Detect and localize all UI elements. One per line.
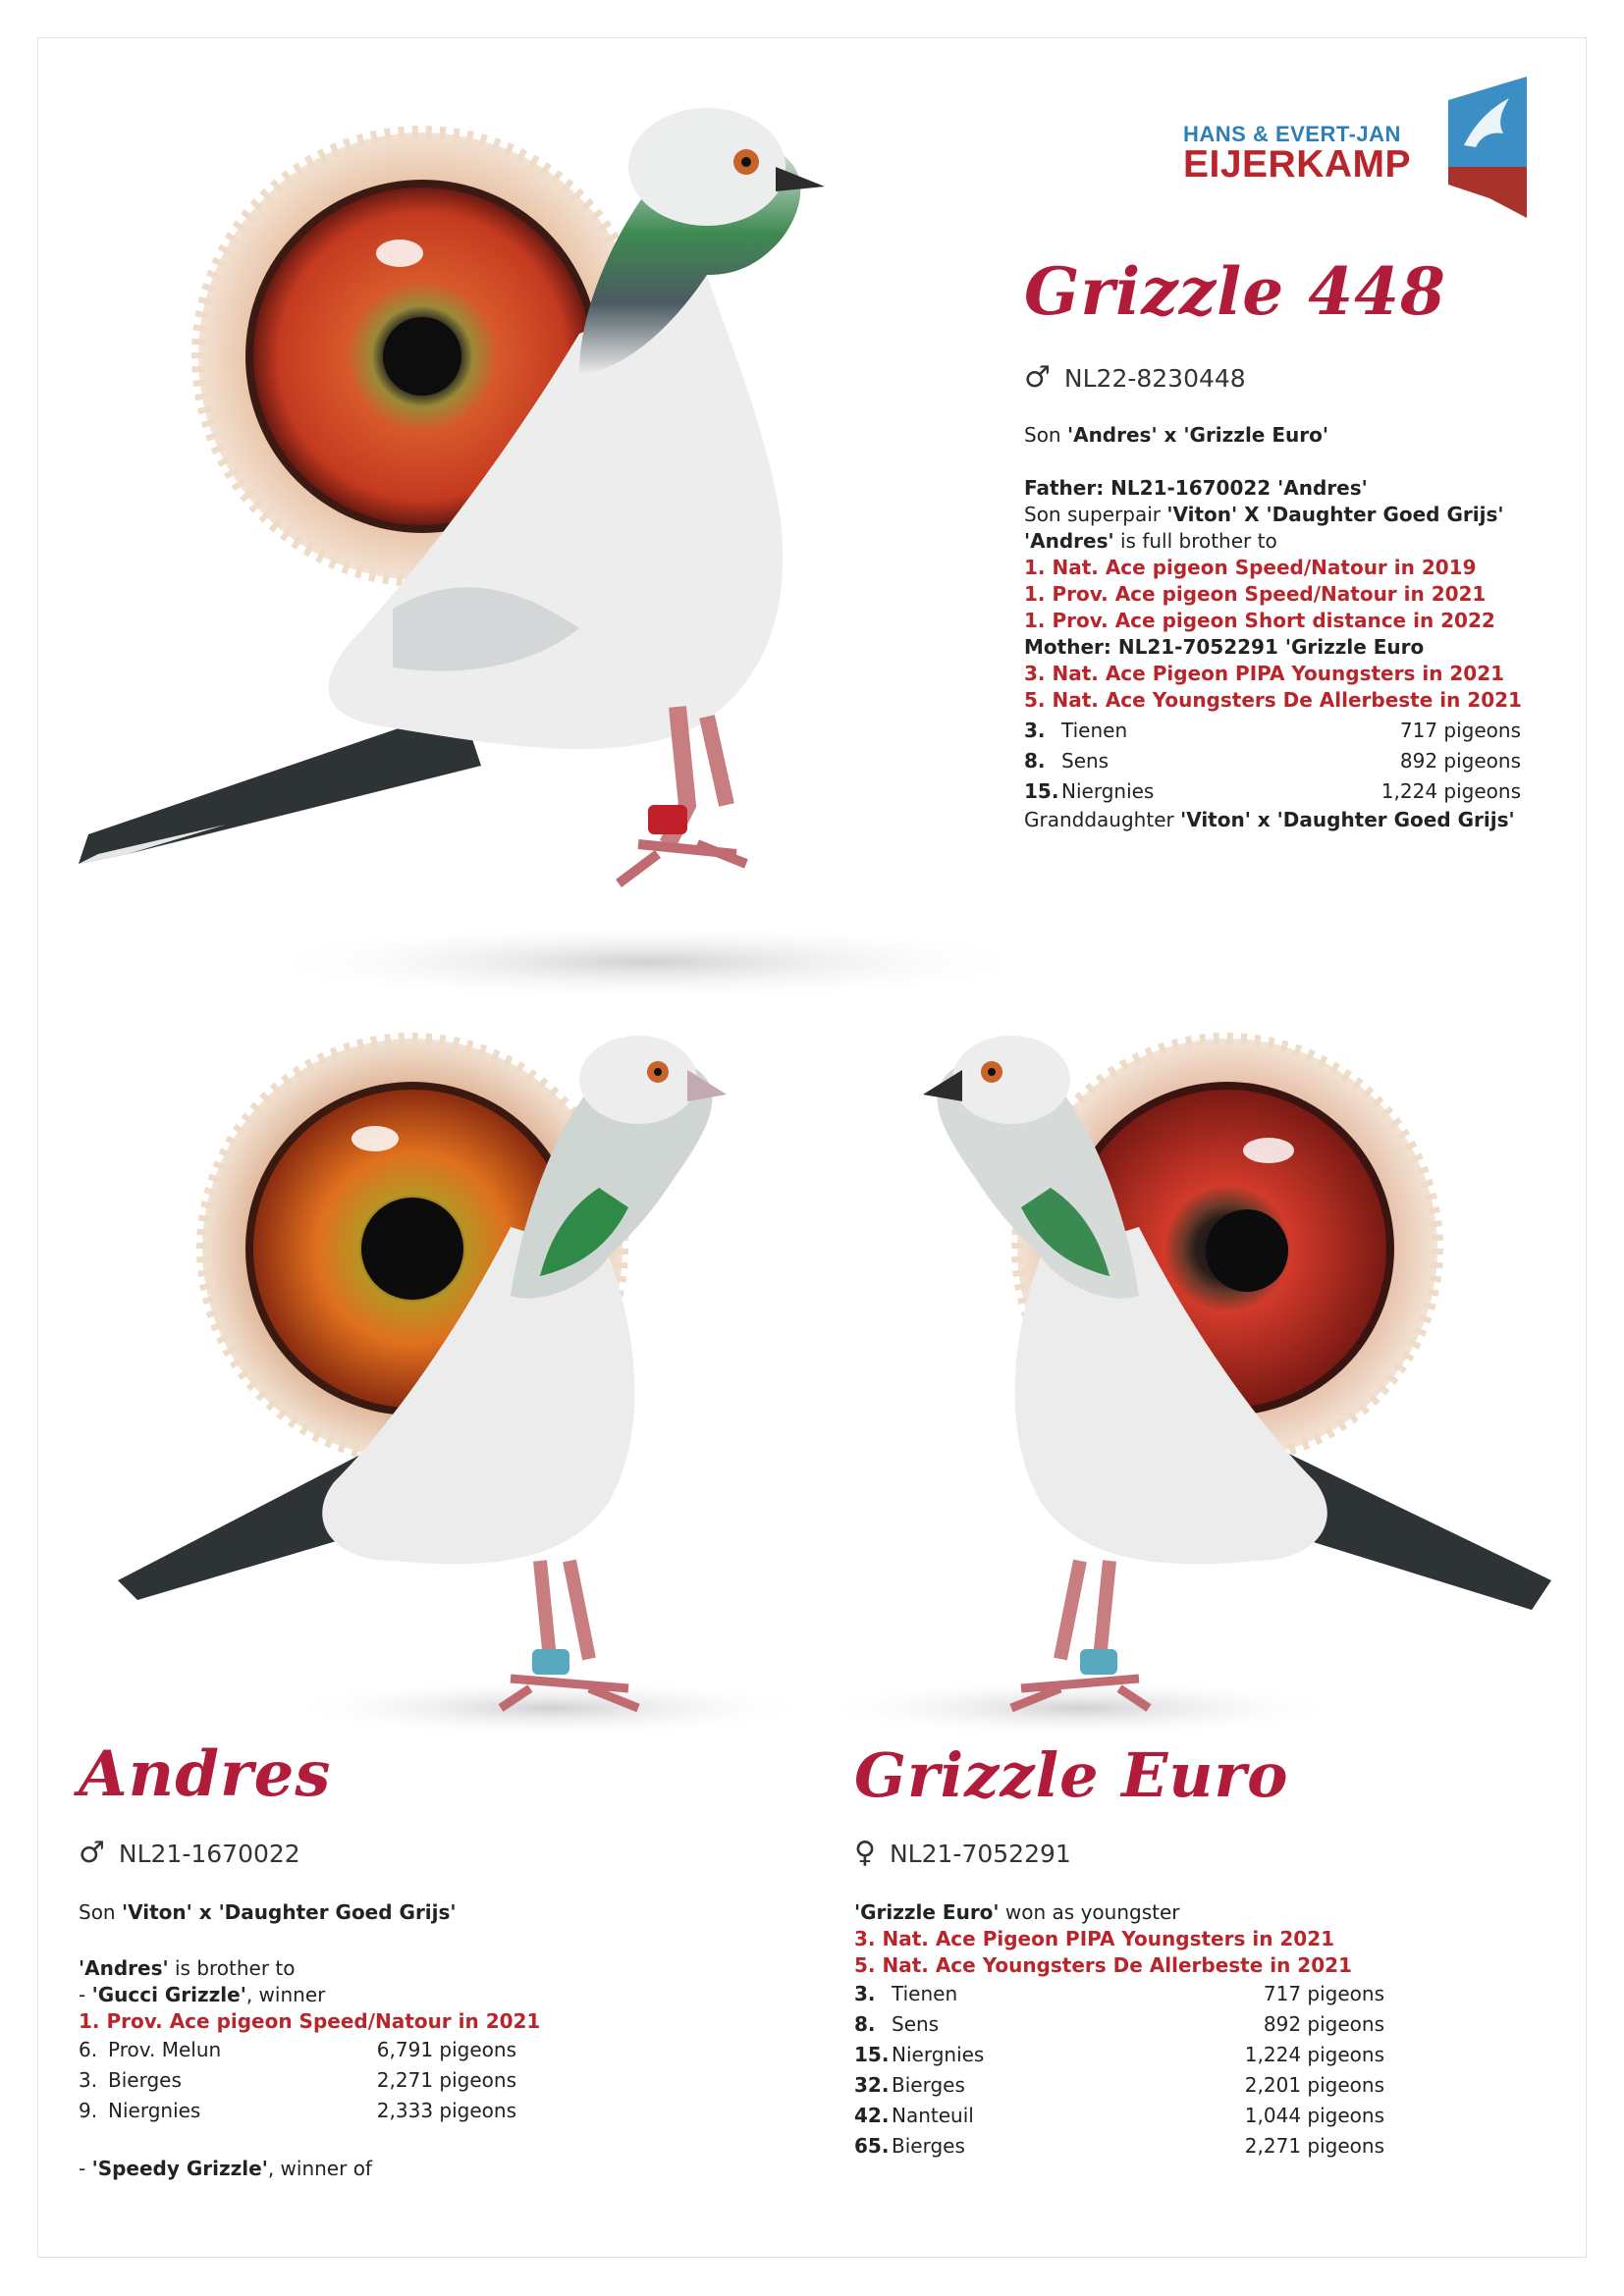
main-bird-ring (1024, 360, 1246, 395)
achievement-line: 1. Nat. Ace pigeon Speed/Natour in 2019 (1024, 556, 1477, 579)
father-bird-results (79, 2035, 516, 2126)
result-row: 15. Niergnies 1,224 pigeons (1024, 779, 1521, 803)
female-symbol-icon: ♀ (854, 1836, 876, 1870)
father-bird-gucci: - 'Gucci Grizzle', winner (79, 1983, 326, 2006)
mother-bird-ring-number: NL21-7052291 (889, 1840, 1071, 1868)
father-bird-pedigree (79, 1899, 541, 2182)
main-bird-origin: Son 'Andres' x 'Grizzle Euro' (1024, 423, 1328, 447)
main-bird-granddaughter: Granddaughter 'Viton' x 'Daughter Goed Grijs' (1024, 808, 1515, 831)
achievement-line: 5. Nat. Ace Youngsters De Allerbeste in 2021 (854, 1953, 1352, 1977)
logo-emblem-icon (1440, 77, 1531, 220)
logo-main-line: EIJERKAMP (1183, 143, 1412, 186)
achievement-line: 1. Prov. Ace pigeon Speed/Natour in 2021 (1024, 582, 1487, 606)
achievement-line: 1. Prov. Ace pigeon Short distance in 2022 (1024, 609, 1495, 632)
achievement-line: 3. Nat. Ace Pigeon PIPA Youngsters in 2021 (1024, 662, 1505, 685)
main-bird-pigeon-image (69, 79, 1011, 1011)
main-bird-father-desc: Son superpair 'Viton' X 'Daughter Goed Grijs' (1024, 503, 1504, 526)
mother-bird-name: Grizzle Euro (854, 1739, 1289, 1811)
result-row: 65. Bierges 2,271 pigeons (854, 2134, 1384, 2158)
father-bird-speedy: - 'Speedy Grizzle', winner of (79, 2157, 372, 2180)
main-bird-mother-line: Mother: NL21-7052291 'Grizzle Euro (1024, 635, 1425, 659)
father-bird-ring (79, 1836, 300, 1870)
brand-logo (1183, 77, 1529, 224)
father-bird-name: Andres (79, 1737, 332, 1811)
result-row: 3. Tienen 717 pigeons (854, 1982, 1384, 2005)
result-row: 3. Bierges 2,271 pigeons (79, 2068, 516, 2092)
mother-bird-intro: 'Grizzle Euro' won as youngster (854, 1900, 1180, 1924)
main-bird-father-line: Father: NL21-1670022 'Andres' (1024, 476, 1368, 500)
result-row: 9. Niergnies 2,333 pigeons (79, 2099, 516, 2122)
male-symbol-icon: ♂ (1024, 360, 1051, 395)
father-bird-ring-number: NL21-1670022 (118, 1840, 300, 1868)
mother-bird-ring (854, 1836, 1071, 1870)
main-bird-results (1024, 716, 1521, 807)
result-row: 8. Sens 892 pigeons (854, 2012, 1384, 2036)
main-bird-name: Grizzle 448 (1024, 253, 1446, 330)
achievement-line: 3. Nat. Ace Pigeon PIPA Youngsters in 2021 (854, 1927, 1335, 1950)
main-bird-pedigree (1024, 422, 1521, 833)
main-bird-father-brother: 'Andres' is full brother to (1024, 529, 1277, 553)
mother-bird-pedigree (854, 1899, 1384, 2162)
mother-bird-results (854, 1979, 1384, 2162)
father-bird-pigeon-image (79, 1011, 825, 1757)
father-bird-brother: 'Andres' is brother to (79, 1956, 296, 1980)
male-symbol-icon: ♂ (79, 1836, 105, 1870)
result-row: 32. Bierges 2,201 pigeons (854, 2073, 1384, 2097)
main-bird-ring-number: NL22-8230448 (1063, 364, 1246, 393)
result-row: 15. Niergnies 1,224 pigeons (854, 2043, 1384, 2066)
mother-bird-pigeon-image (844, 1011, 1591, 1757)
result-row: 42. Nanteuil 1,044 pigeons (854, 2104, 1384, 2127)
result-row: 6. Prov. Melun 6,791 pigeons (79, 2038, 516, 2061)
result-row: 3. Tienen 717 pigeons (1024, 719, 1521, 742)
achievement-line: 1. Prov. Ace pigeon Speed/Natour in 2021 (79, 2009, 541, 2033)
father-bird-origin: Son 'Viton' x 'Daughter Goed Grijs' (79, 1900, 457, 1924)
achievement-line: 5. Nat. Ace Youngsters De Allerbeste in 2021 (1024, 688, 1522, 712)
logo-top-line: HANS & EVERT-JAN (1183, 122, 1401, 146)
result-row: 8. Sens 892 pigeons (1024, 749, 1521, 773)
